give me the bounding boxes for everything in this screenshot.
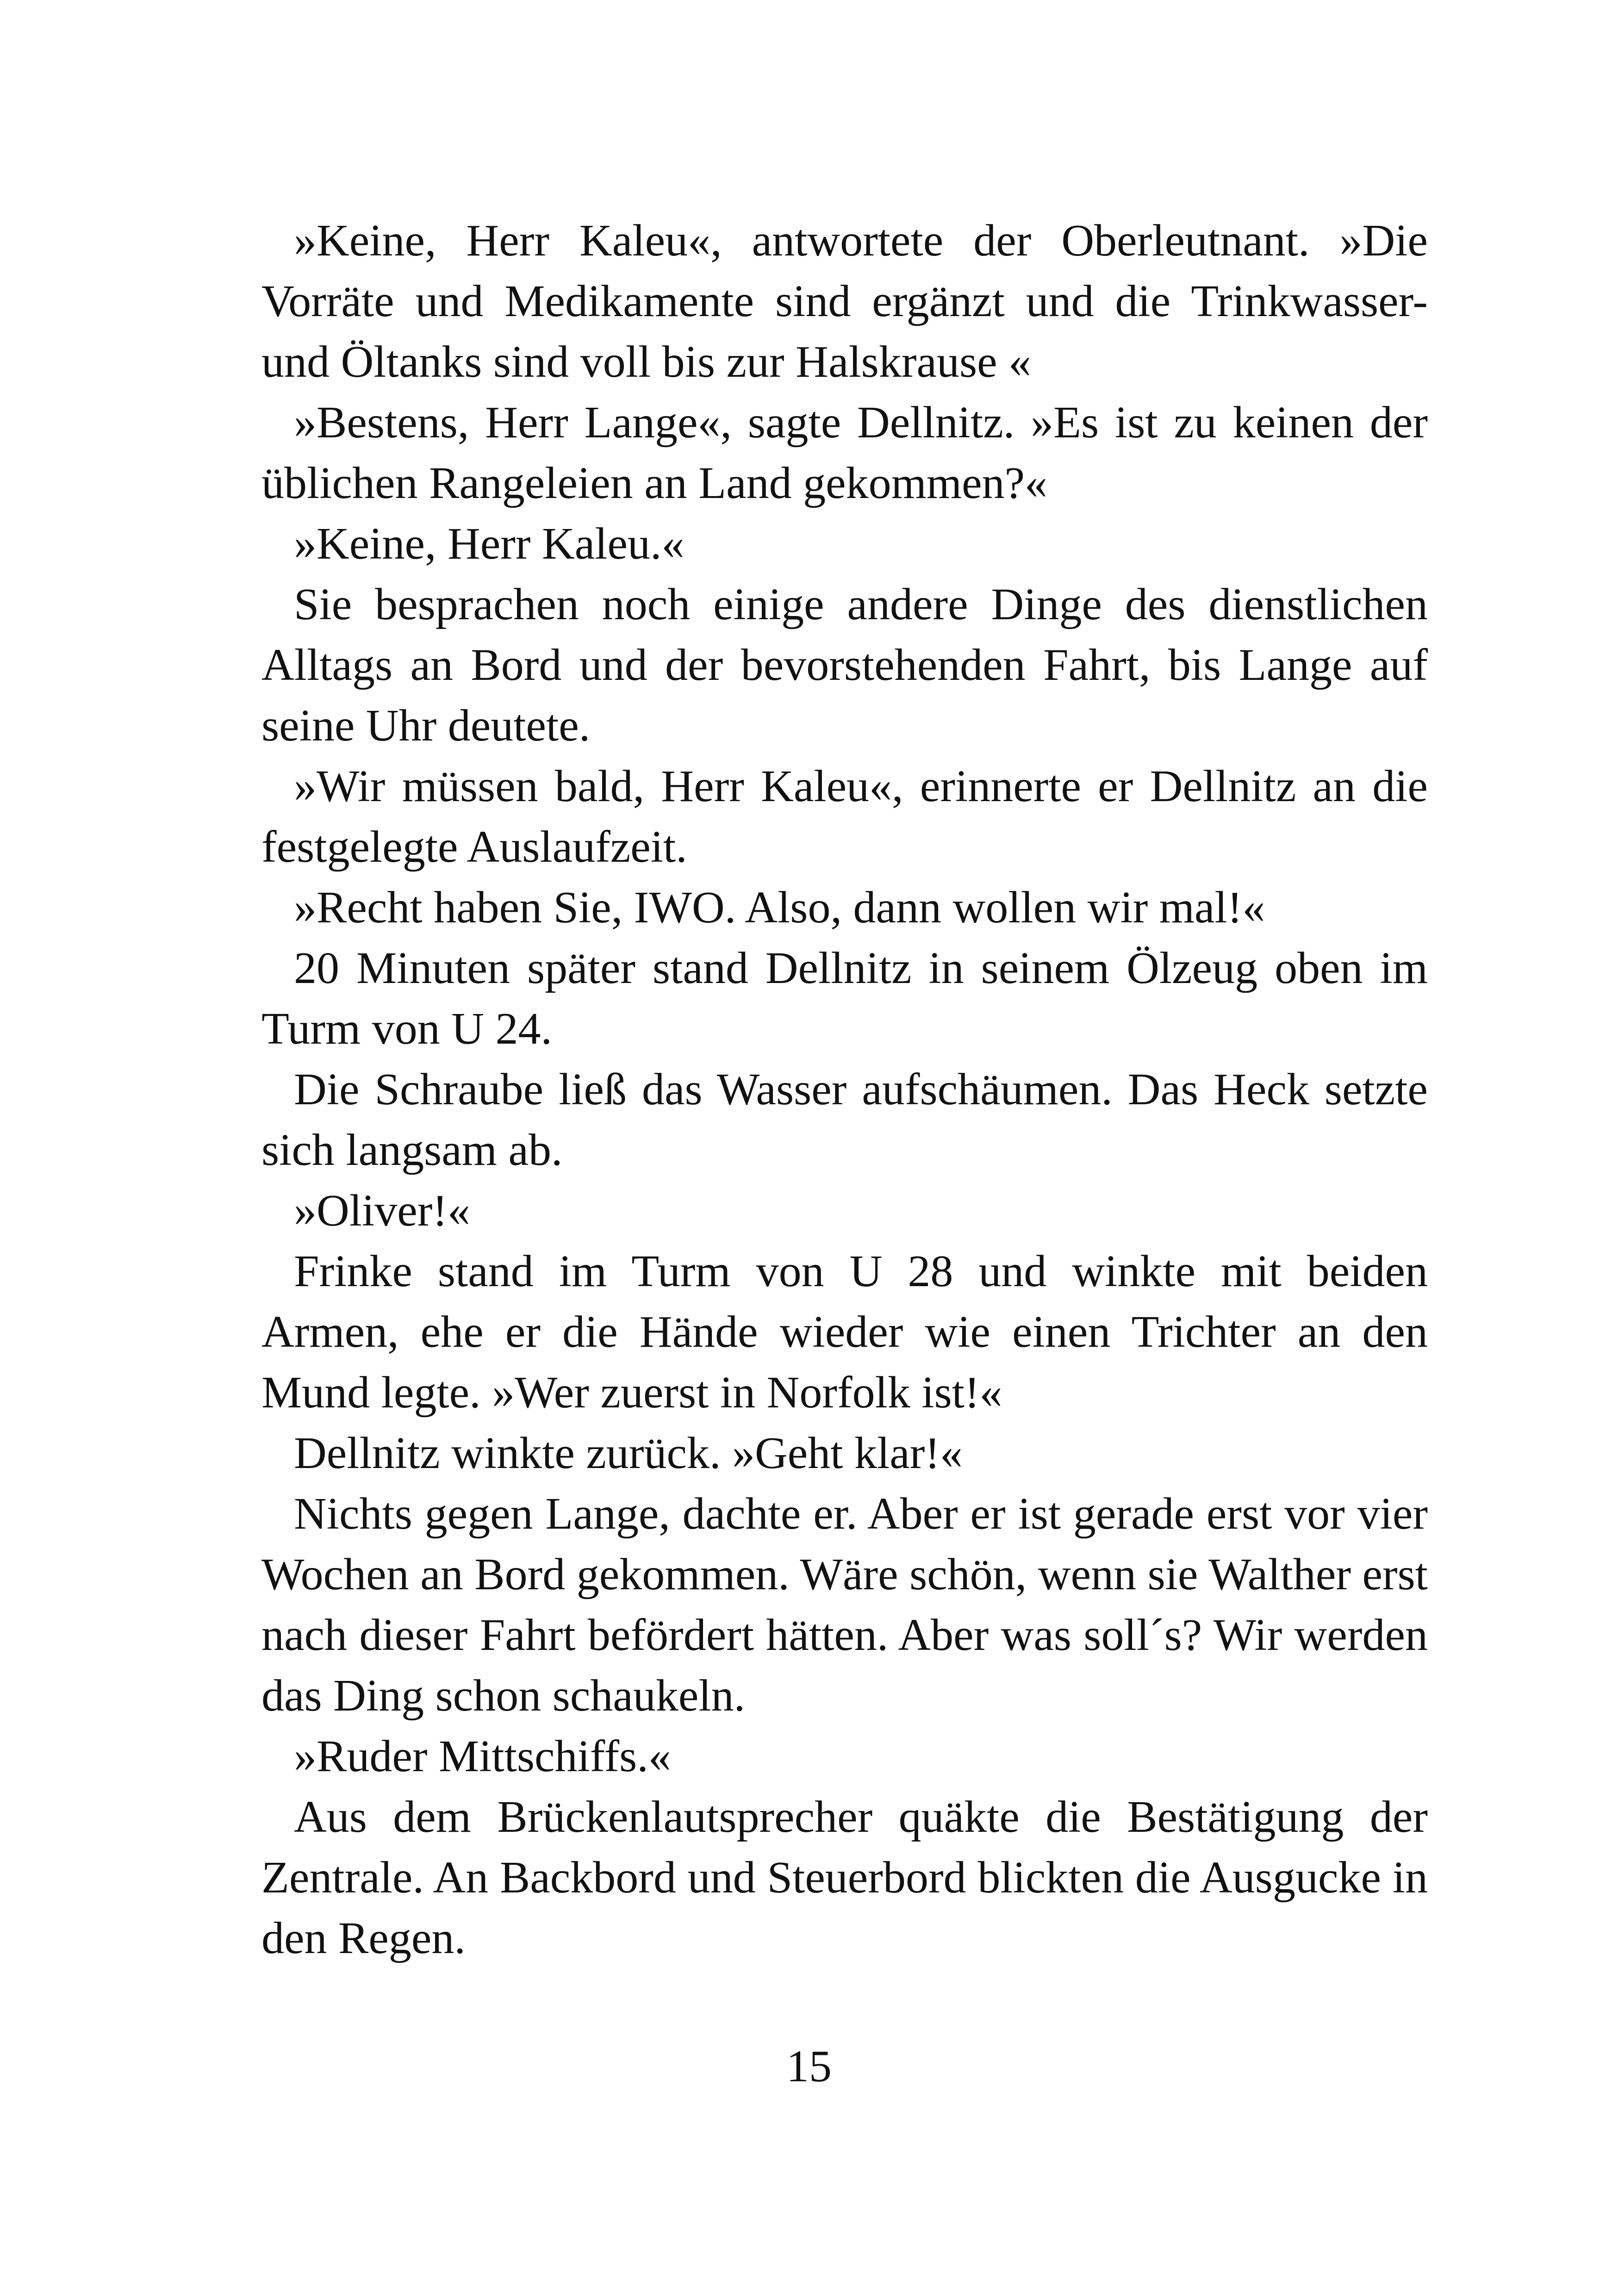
- paragraph: Dellnitz winkte zurück. »Geht klar!«: [294, 1428, 963, 1478]
- paragraph: »Wir müssen bald, Herr Kaleu«, erinnerte er Dellnitz an die festgelegte Auslaufzeit.: [261, 761, 1428, 872]
- paragraph: »Oliver!«: [294, 1186, 470, 1236]
- page-number: 15: [786, 2041, 832, 2091]
- paragraph: »Bestens, Herr Lange«, sagte Dellnitz. »Es ist zu keinen der üblichen Rangeleien an Land gekommen?«: [261, 398, 1428, 508]
- paragraph: »Keine, Herr Kaleu.«: [294, 519, 685, 569]
- paragraph: »Keine, Herr Kaleu«, antwortete der Oberleutnant. »Die Vorräte und Medikamente sind ergänzt und die Trinkwasser- und Öltanks sind voll bis zur Halskrause «: [261, 216, 1428, 387]
- paragraph: »Ruder Mittschiffs.«: [294, 1731, 671, 1781]
- paragraph: Frinke stand im Turm von U 28 und winkte mit beiden Armen, ehe er die Hände wieder wie einen Trichter an den Mund legte. »Wer zuerst in Norfolk ist!«: [261, 1246, 1428, 1418]
- paragraph: »Recht haben Sie, IWO. Also, dann wollen wir mal!«: [294, 883, 1265, 933]
- body-text: [261, 211, 1428, 1969]
- paragraph: Nichts gegen Lange, dachte er. Aber er ist gerade erst vor vier Wochen an Bord gekommen. Wäre schön, wenn sie Walther erst nach dieser Fahrt befördert hätten. Aber was soll´s? Wir werden das Ding schon schaukeln.: [261, 1489, 1428, 1721]
- paragraph: Die Schraube ließ das Wasser aufschäumen. Das Heck setzte sich langsam ab.: [261, 1064, 1428, 1175]
- paragraph: Sie besprachen noch einige andere Dinge des dienstlichen Alltags an Bord und der bevorstehenden Fahrt, bis Lange auf seine Uhr deutete.: [261, 579, 1428, 751]
- paragraph: 20 Minuten später stand Dellnitz in seinem Ölzeug oben im Turm von U 24.: [261, 943, 1428, 1054]
- paragraph: Aus dem Brückenlautsprecher quäkte die Bestätigung der Zentrale. An Backbord und Steuerbord blickten die Ausgucke in den Regen.: [261, 1792, 1428, 1963]
